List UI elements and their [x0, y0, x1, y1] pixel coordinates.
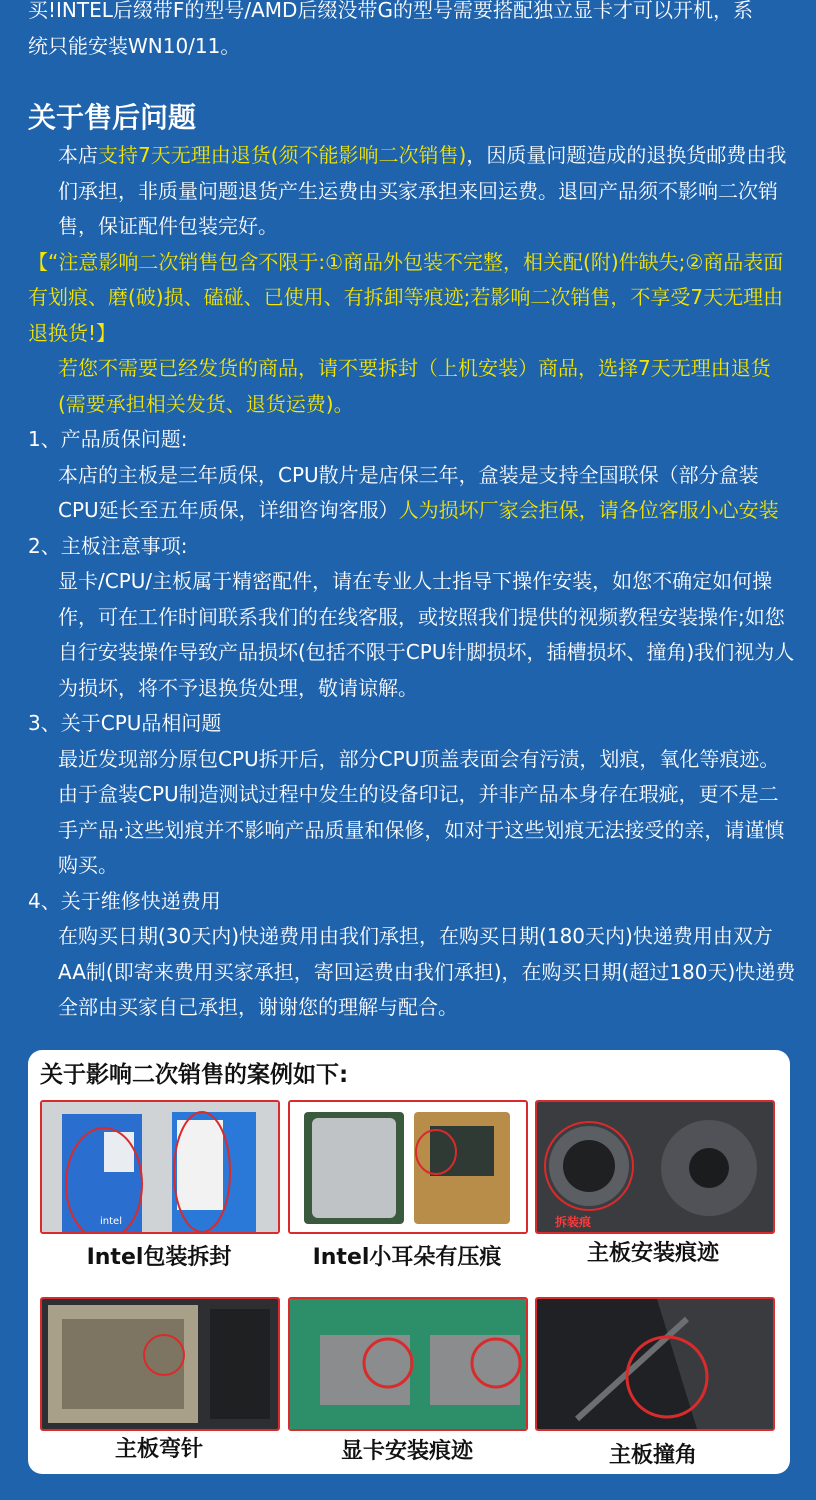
gpu-bracket-photo-icon [290, 1299, 526, 1429]
case-caption-3: 主板安装痕迹 [586, 1241, 719, 1266]
warranty-paragraph [28, 458, 796, 529]
after-sales-heading: 关于售后问题 [28, 101, 197, 134]
stamp-text: 拆装痕 [555, 1215, 592, 1229]
return-policy-paragraph [28, 138, 796, 245]
return-policy-highlight: 支持7天无理由退货(须不能影响二次销售) [98, 143, 467, 167]
resale-note: 【“注意影响二次销售包含不限于:①商品外包装不完整，相关配(附)件缺失;②商品表面有划痕、磨(破)损、磕碰、已使用、有拆卸等痕迹;若影响二次销售，不享受7天无理由退换货!】 [28, 249, 784, 345]
return-policy-text: ，因质量问题造成的退换货邮费由我们承担，非质量问题退货产生运费由买家承担来回运费。退回产品须不影响二次销售，保证配件包装完好。 [58, 143, 787, 238]
cpu-socket-pins-photo-icon [42, 1299, 278, 1429]
cpu-condition-text: 最近发现部分原包CPU拆开后，部分CPU顶盖表面会有污渍，划痕，氧化等痕迹。由于盒装CPU制造测试过程中发生的设备印记，并非产品本身存在瑕疵，更不是二手产品·这些划痕并不影响产品质量和保修，如对于这些划痕无法接受的亲，请谨慎购买。 [58, 746, 785, 877]
cpu-condition-title: 3、关于CPU品相问题 [28, 711, 222, 735]
cases-title: 关于影响二次销售的案例如下: [40, 1062, 349, 1088]
case-caption-2: Intel小耳朵有压痕 [312, 1245, 502, 1270]
case-photo-gpu-bracket [288, 1297, 528, 1431]
compat-line-1: 买!INTEL后缀带F的型号/AMD后缀没带G的型号需要搭配独立显卡才可以开机，系 [28, 0, 753, 22]
case-photo-socket-pins [40, 1297, 280, 1431]
return-policy-prefix: 本店 [58, 143, 98, 167]
intel-logo-text: intel [100, 1216, 122, 1227]
case-photo-intel-box [40, 1100, 280, 1234]
case-photo-cpu [288, 1100, 528, 1234]
compat-note [28, 0, 796, 64]
after-sales-body [28, 138, 796, 1026]
case-caption-4: 主板弯针 [114, 1437, 203, 1462]
warranty-highlight: 人为损坏厂家会拒保，请各位客服小心安装 [398, 498, 779, 522]
motherboard-notes-title: 2、主板注意事项: [28, 533, 188, 558]
warranty-title: 1、产品质保问题: [28, 427, 188, 451]
case-photo-motherboard-corner [535, 1297, 775, 1431]
unopened-note: 若您不需要已经发货的商品，请不要拆封（上机安装）商品，选择7天无理由退货(需要承担相关发货、退货运费)。 [58, 356, 771, 416]
motherboard-screw-photo-icon [537, 1102, 773, 1232]
shipping-fee-title: 4、关于维修快递费用 [28, 888, 221, 913]
case-caption-6: 主板撞角 [608, 1443, 697, 1468]
motherboard-corner-photo-icon [537, 1299, 773, 1429]
compat-line-2: 统只能安装WN10/11。 [28, 34, 241, 58]
shipping-fee-text: 在购买日期(30天内)快递费用由我们承担，在购买日期(180天内)快递费用由双方AA制(即寄来费用买家承担，寄回运费由我们承担)，在购买日期(超过180天)快递费全部由买家自己承担，谢谢您的理解与配合。 [58, 924, 796, 1019]
motherboard-notes-text: 显卡/CPU/主板属于精密配件，请在专业人士指导下操作安装，如您不确定如何操作，可在工作时间联系我们的在线客服，或按照我们提供的视频教程安装操作;如您自行安装操作导致产品损坏(包括不限于CPU针脚损坏，插槽损坏、撞角)我们视为人为损坏，将不予退换货处理，敬请谅解。 [58, 569, 795, 700]
cpu-photo-icon [290, 1102, 526, 1232]
case-photo-motherboard-screw [535, 1100, 775, 1234]
case-caption-1: Intel包装拆封 [86, 1245, 232, 1270]
case-caption-5: 显卡安装痕迹 [340, 1439, 473, 1464]
warranty-text: 本店的主板是三年质保，CPU散片是店保三年，盒装是支持全国联保（部分盒装CPU延长至五年质保，详细咨询客服） [58, 462, 759, 522]
resale-cases-card [28, 1050, 790, 1474]
intel-box-photo-icon [42, 1102, 278, 1232]
